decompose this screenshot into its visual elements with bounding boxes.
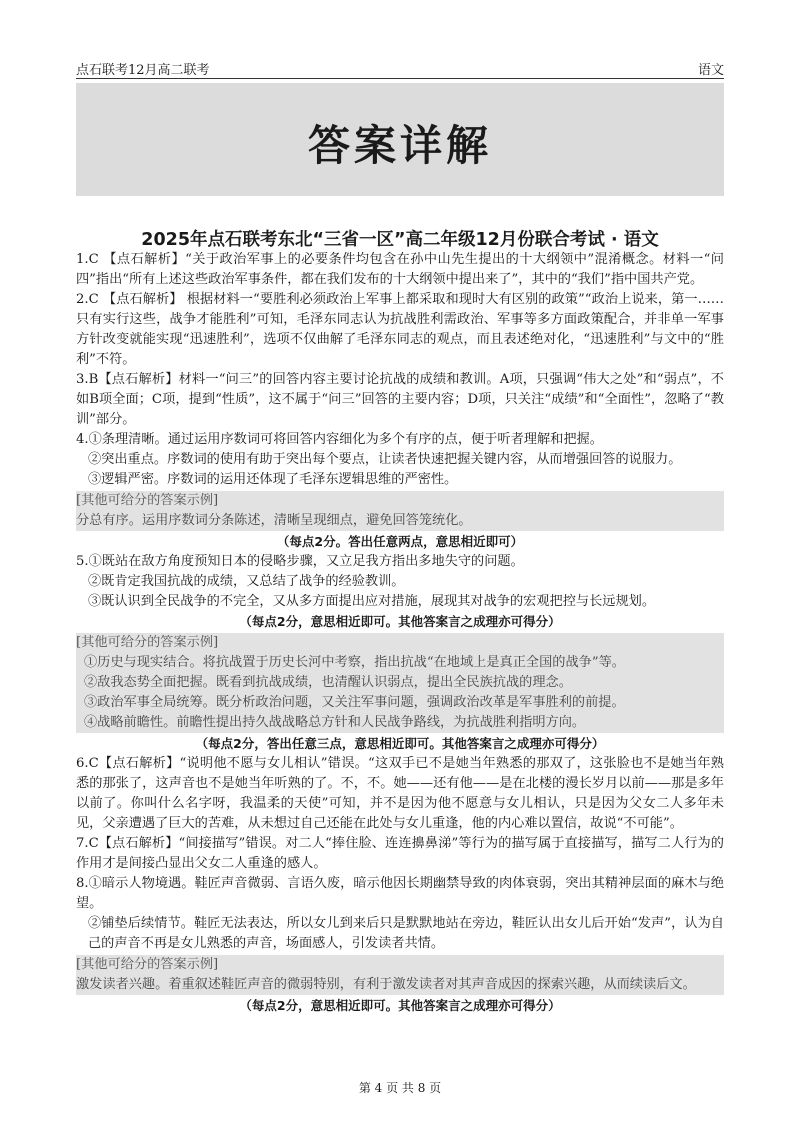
other-answer: ④战略前瞻性。前瞻性提出持久战战略总方针和人民战争路线，为抗战胜利指明方向。 — [84, 715, 586, 730]
banner-title: 答案详解 — [307, 121, 492, 170]
answer-q8-item: ②铺垫后续情节。鞋匠无法表达，所以女儿到来后只是默默地站在旁边，鞋匠认出女儿后开始“发声”，认为自己的声音不再是女儿熟悉的声音，场面感人，引发读者共情。 — [88, 916, 724, 951]
answer-q1: 1.C 【点石解析】“关于政治军事上的必要条件均包含在孙中山先生提出的十大纲领中”混淆概念。材料一“问四”指出“所有上述这些政治军事条件，都在我们发布的十大纲领中提出来了”，其中的“我们”指中国共产党。 — [76, 252, 724, 287]
answer-q4-item: 4.①条理清晰。通过运用序数词可将回答内容细化为多个有序的点，便于听者理解和把握。 — [76, 432, 603, 447]
answer-q5-item: ②既肯定我国抗战的成绩，又总结了战争的经验教训。 — [88, 574, 405, 589]
page-header — [76, 58, 724, 79]
q5-other-answers — [76, 633, 724, 733]
title-banner — [76, 83, 724, 196]
page-footer: 第 4 页 共 8 页 — [358, 1081, 442, 1095]
answer-q6: 6.C【点石解析】“说明他不愿与女儿相认”错误。“这双手已不是她当年熟悉的那双了，这张脸也不是她当年熟悉的那张了，这声音也不是她当年听熟的了。不，不。她——还有他——是在北楼的漫长岁月以前——那是多年以前了。你叫什么名字呀，我温柔的天使”可知，并不是因为他不愿意与女儿相认，只是因为父女二人多年未见，父亲遭遇了巨大的苦难，从未想过自己还能在此处与女儿重逢，他的内心难以置信，故说“不可能”。 — [76, 756, 724, 831]
answer-q3: 3.B【点石解析】材料一“问三”的回答内容主要讨论抗战的成绩和教训。A项，只强调“伟大之处”和“弱点”，不如B项全面；C项，提到“性质”，这不属于“问三”回答的主要内容；D项，只关注“成绩”和“全面性”，忽略了“教训”部分。 — [76, 372, 724, 427]
answer-q5-item: ③既认识到全民战争的不完全，又从多方面提出应对措施，展现其对战争的宏观把控与长远规划。 — [88, 594, 656, 609]
other-answers-label: [其他可给分的答案示例] — [76, 635, 219, 650]
scoring-note: （每点2分，答出任意三点，意思相近即可。其他答案言之成理亦可得分） — [195, 736, 605, 751]
other-answers-label: [其他可给分的答案示例] — [76, 957, 219, 972]
other-answer: 分总有序。运用序数词分条陈述，清晰呈现细点，避免回答笼统化。 — [76, 513, 472, 528]
other-answer: ①历史与现实结合。将抗战置于历史长河中考察，指出抗战“在地域上是真正全国的战争”等。 — [84, 655, 625, 670]
q4-other-answers — [76, 491, 724, 531]
scoring-note: （每点2分，意思相近即可。其他答案言之成理亦可得分） — [239, 998, 561, 1013]
answer-q4-item: ②突出重点。序数词的使用有助于突出每个要点，让读者快速把握关键内容，从而增强回答的说服力。 — [88, 452, 682, 467]
header-left: 点石联考12月高二联考 — [76, 63, 210, 78]
answer-q7: 7.C【点石解析】“间接描写”错误。对二人“捧住脸、连连擤鼻涕”等行为的描写属于直接描写，描写二人行为的作用才是间接凸显出父女二人重逢的感人。 — [76, 836, 724, 871]
document-title: 2025年点石联考东北“三省一区”高二年级12月份联合考试 · 语文 — [141, 230, 659, 250]
answer-q2: 2.C 【点石解析】 根据材料一“要胜利必须政治上军事上都采取和现时大有区别的政策”“政治上说来，第一……只有实行这些，战争才能胜利”可知，毛泽东同志认为抗战胜利需政治、军事等多方面政策配合，并非单一军事方针改变就能实现“迅速胜利”，选项不仅曲解了毛泽东同志的观点，而且表述绝对化，“迅速胜利”与文中的“胜利”不符。 — [76, 292, 724, 367]
other-answer: 激发读者兴趣。着重叙述鞋匠声音的微弱特别，有利于激发读者对其声音成因的探索兴趣，从而续读后文。 — [76, 977, 696, 992]
other-answer: ③政治军事全局统筹。既分析政治问题，又关注军事问题，强调政治改革是军事胜利的前提。 — [84, 695, 625, 710]
answer-content — [76, 250, 724, 1016]
scoring-note: （每点2分，意思相近即可。其他答案言之成理亦可得分） — [239, 614, 561, 629]
answer-q5-item: 5.①既站在敌方角度预知日本的侵略步骤，又立足我方指出多地失守的问题。 — [76, 554, 524, 569]
q8-other-answers — [76, 955, 724, 995]
other-answers-label: [其他可给分的答案示例] — [76, 493, 219, 508]
scoring-note: （每点2分。答出任意两点，意思相近即可） — [276, 534, 524, 549]
other-answer: ②敌我态势全面把握。既看到抗战成绩，也清醒认识弱点，提出全民族抗战的理念。 — [84, 675, 572, 690]
answer-q4-item: ③逻辑严密。序数词的运用还体现了毛泽东逻辑思维的严密性。 — [88, 472, 458, 487]
answer-q8-item: 8.①暗示人物境遇。鞋匠声音微弱、言语久废，暗示他因长期幽禁导致的肉体衰弱，突出其精神层面的麻木与绝望。 — [76, 876, 724, 911]
header-right: 语文 — [697, 63, 724, 78]
